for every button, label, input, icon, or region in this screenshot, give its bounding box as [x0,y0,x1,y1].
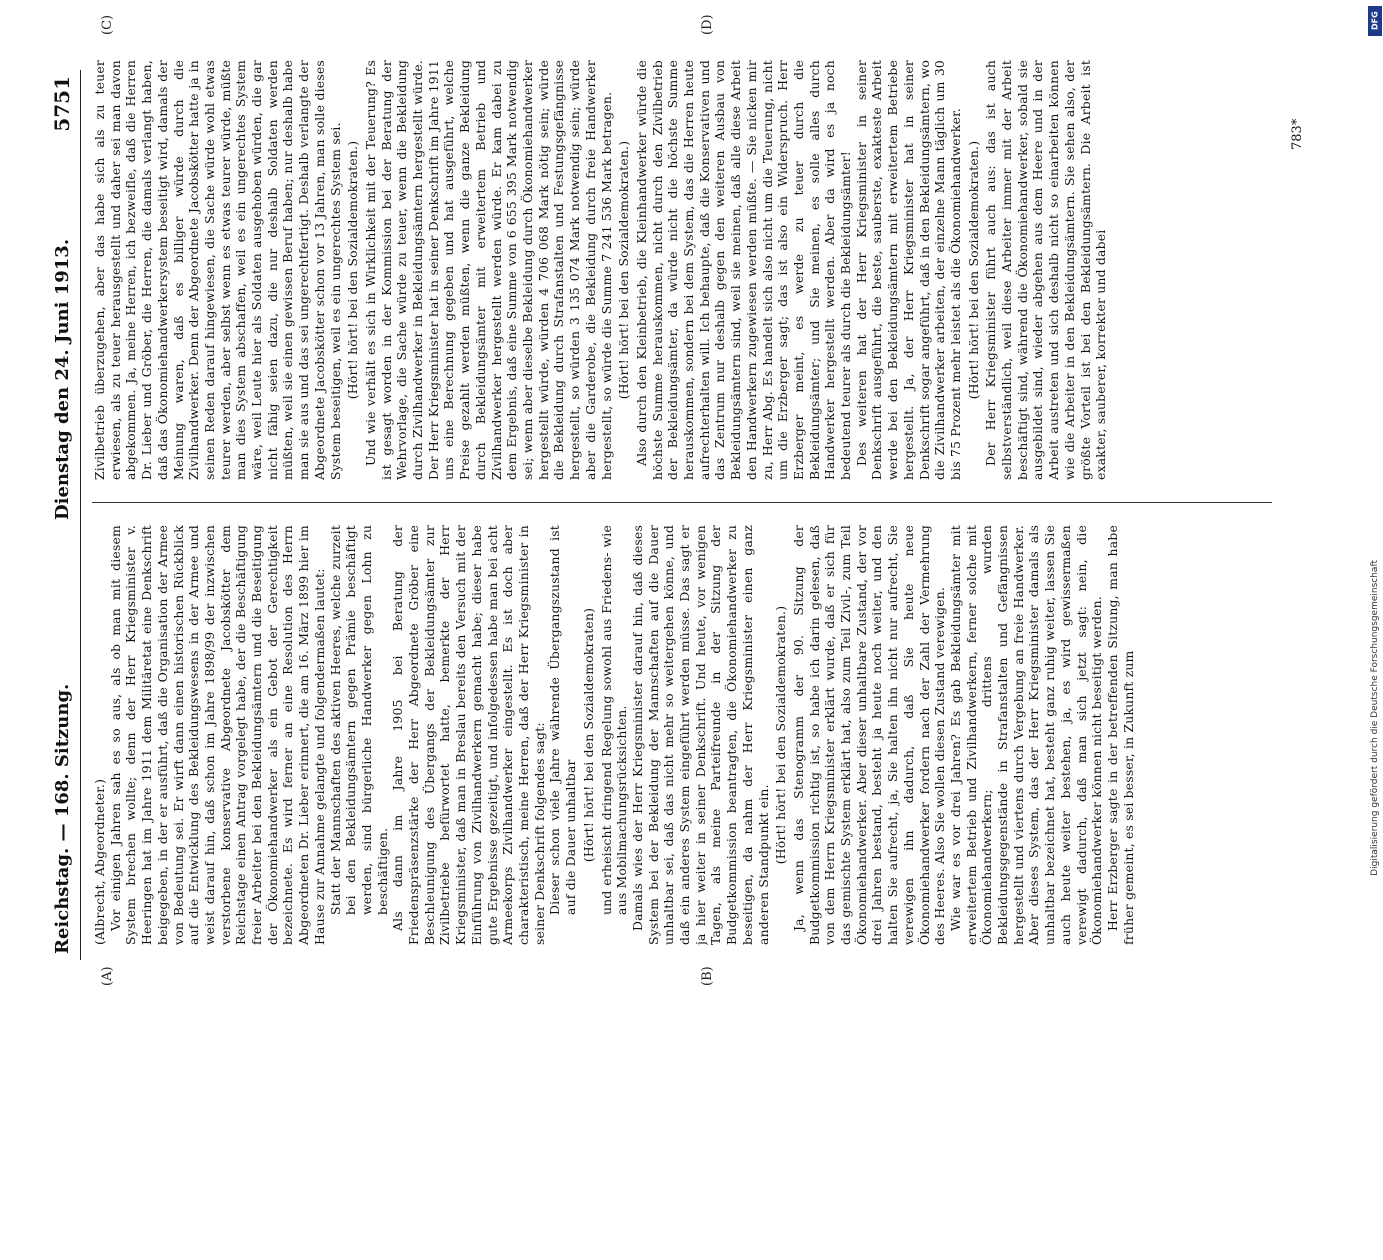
digitization-sidebar [1370,0,1382,1000]
left-column-paragraph: (Hört! hört! bei den Sozialdemokraten.) [773,605,789,865]
right-column-paragraph: (Hört! hört! bei den Sozialdemokraten.) [965,140,981,400]
right-column-paragraph: Des weiteren hat der Herr Kriegsminister in seiner Denkschrift ausgeführt, die beste, sauberste, exakteste Arbeit werde bei den Bekleidungsämtern mit erweitertem Betriebe hergestellt. Ja, der Herr Kriegsminister hat in seiner Denkschrift sogar angeführt, daß in den Bekleidungsämtern, wo die Zivilhandwerker arbeiten, der einzelne Mann täglich um 30 bis 75 Prozent mehr leistet als die Ökonomiehandwerker. [853,60,963,480]
margin-marker-a: (A) [100,966,115,986]
margin-marker-d: (D) [700,14,715,35]
right-column-paragraph: Also durch den Kleinbetrieb, die Kleinhandwerker würde die höchste Summe herauskommen, nicht durch den Zivilbetrieb der Bekleidungsämter, da würde nicht die höchste Summe herauskommen, sondern bei dem System, das die Herren heute aufrechterhalten will. Ich behaupte, daß die Konservativen und das Zentrum nur deshalb gegen den weiteren Ausbau von Bekleidungsämtern sind, weil sie meinen, daß alle diese Arbeit den Handwerkern zugewiesen werden müßte. — Sie nicken mir zu, Herr Abg. Es handelt sich also nicht um die Teuerung, nicht um die Erzberger sagt; das ist also ein Widerspruch. Herr Erzberger meint, es werde zu teuer durch die Bekleidungsämter; und Sie meinen, es solle alles durch Handwerker hergestellt werden. Aber da wird es ja noch bedeutend teurer als durch die Bekleidungsämter! [633,60,854,480]
right-column-paragraph: Der Herr Kriegsminister führt auch aus: das ist auch selbstverständlich, weil diese Arbeiter immer mit der Arbeit beschäftigt sind, während die Ökonomiehandwerker, sobald sie ausgebildet sind, wieder abgehen aus dem Heere und in der Arbeit austreten und sich deshalb nicht so einarbeiten können wie die Arbeiter in den Bekleidungsämtern. Sie sehen also, der größte Vorteil ist bei den Bekleidungsämtern. Die Arbeit ist exakter, sauberer, korrekter und dabei [983,60,1109,480]
left-column-paragraph: (Hört! hört! bei den Sozialdemokraten) [580,607,596,863]
right-column-paragraph: Zivilbetrieb überzugehen, aber das habe sich als zu teuer erwiesen, als zu teuer herausgestellt und daher sei man davon abgekommen. Ja, meine Herren, ich bezweifle, daß die Herren Dr. Lieber und Gröber, die Herren, die damals verlangt haben, daß das Ökonomiehandwerkersystem beseitigt wird, damals der Meinung waren, daß es billiger würde durch die Zivilhandwerker. Denn der Abgeordnete Jacobskötter hatte ja in seinen Reden darauf hingewiesen, die Sache würde wohl etwas teurer werden, aber selbst wenn es etwas teurer würde, müßte man dies System abschaffen, weil es ein ungerechtes System wäre, weil Leute hier als Soldaten ausgehoben würden, die gar nicht fähig seien dazu, die nur deshalb Soldaten werden müßten, weil sie einen gewissen Beruf haben; nur deshalb habe man sie aus und das sei ungerechtfertigt. Deshalb verlangte der Abgeordnete Jacobskötter schon vor 13 Jahren, man solle dieses System beseitigen, weil es ein ungerechtes System sei. [92,60,343,480]
left-column-paragraph: Dieser schon viele Jahre währende Übergangszustand ist auf die Dauer unhaltbar [547,525,579,915]
dfg-logo: DFG [1368,6,1382,36]
left-column-paragraph: (Albrecht, Abgeordneter.) [92,778,107,945]
left-column-paragraph: Als dann im Jahre 1905 bei Beratung der Friedenspräsenzstärke der Herr Abgeordnete Gröber eine Beschleunigung des Übergangs der Bekleidungsämter zur Zivilbetriebe befürwortet hatte, bemerkte der Herr Kriegsminister, daß man in Breslau bereits den Versuch mit der Einführung von Zivilhandwerkern gemacht habe; dieser habe gute Ergebnisse gezeitigt, und infolgedessen habe man bei acht Armeekorps Zivilhandwerker eingestellt. Es ist doch aber charakteristisch, meine Herren, daß der Herr Kriegsminister in seiner Denkschrift folgendes sagt: [390,525,547,945]
right-column [92,60,1272,480]
left-column-paragraph: Statt der Mannschaften des aktiven Heeres, welche zurzeit bei den Bekleidungsämtern gegen Prämie beschäftigt werden, sind bürgerliche Handwerker gegen Lohn zu beschäftigen. [327,525,390,915]
right-column-paragraph: (Hört! hört! bei den Sozialdemokraten.) [616,140,632,400]
digitization-note: Digitalisierung gefördert durch die Deutsche Forschungsgemeinschaft [1370,560,1380,876]
margin-marker-c: (C) [100,14,115,35]
page-signature: 783* [1290,118,1305,150]
page-header: Reichstag. — 168. Sitzung. Dienstag den 24. Juni 1913. 5751 [46,70,81,960]
right-column-paragraph: Und wie verhält es sich in Wirklichkeit mit der Teuerung? Es ist gesagt worden in der Kommission bei der Beratung der Wehrvorlage, die Sache würde zu teuer, wenn die Bekleidung durch Zivilhandwerker in Bekleidungsämtern hergestellt würde. Der Herr Kriegsminister hat in seiner Denkschrift im Jahre 1911 uns eine Berechnung gegeben und hat ausgeführt, welche Preise gezahlt werden müßten, wenn die ganze Bekleidung durch Bekleidungsämter mit erweitertem Betrieb und Zivilhandwerker hergestellt werden würde. Er kam dabei zu dem Ergebnis, daß eine Summe von 6 655 395 Mark notwendig sei; wenn aber dieselbe Bekleidung durch Ökonomiehandwerker hergestellt würde, würden 4 706 068 Mark nötig sein; würde die Bekleidung durch Strafanstalten und Festungsgefängnisse hergestellt, so würden 3 135 074 Mark notwendig sein; würde aber die Garderobe, die Bekleidung durch freie Handwerker hergestellt, so würde die Summe 7 241 536 Mark betragen. [362,60,614,480]
page-number: 5751 [50,76,74,132]
left-column-paragraph: Herr Erzberger sagte in der betreffenden Sitzung, man habe früher gemeint, es sei besser, in Zukunft zum [1105,525,1136,945]
margin-marker-b: (B) [700,966,715,986]
right-column-paragraph: (Hört! hört! bei den Sozialdemokraten.) [345,140,361,400]
left-column-paragraph: Damals wies der Herr Kriegsminister darauf hin, daß dieses System bei der Bekleidung der Mannschaften auf die Dauer unhaltbar sei, daß das nicht mehr so weitergehen könne, und daß ein anderes System eingeführt werden müsse. Das sagt er ja hier weiter in seiner Denkschrift. Und heute, vor wenigen Tagen, als meine Parteifreunde in der Sitzung der Budgetkommission beantragten, die Ökonomiehandwerker zu beseitigen, da nahm der Herr Kriegsminister einen ganz anderen Standpunkt ein. [629,525,771,945]
left-column [92,525,1272,945]
header-left: Reichstag. — 168. Sitzung. [52,683,73,954]
column-divider [92,502,1272,503]
left-column-paragraph: Wie war es vor drei Jahren? Es gab Bekleidungsämter mit erweitertem Betrieb und Zivilhandwerkern, ferner solche mit Ökonomiehandwerkern; drittens wurden Bekleidungsgegenstände in Strafanstalten und Gefängnissen hergestellt und viertens durch Vergebung an freie Handwerker. Aber dieses System, das der Herr Kriegsminister damals als unhaltbar bezeichnet hat, besteht ganz ruhig weiter, lassen Sie auch heute weiter bestehen, ja, es wird gewissermaßen verewigt dadurch, daß man sich jetzt sagt: nein, die Ökonomiehandwerker können nicht beseitigt werden. [947,525,1105,945]
left-column-paragraph: Vor einigen Jahren sah es so aus, als ob man mit diesem System brechen wollte; denn der Herr Kriegsminister v. Heeringen hat im Jahre 1911 dem Militäretat eine Denkschrift beigegeben, in der er ausführt, daß die Organisation der Armee von Bedeutung sei. Er wirft dann einen historischen Rückblick auf die Entwicklung des Bekleidungswesens in der Armee und weist darauf hin, daß schon im Jahre 1898/99 der inzwischen verstorbene konservative Abgeordnete Jacobskötter dem Reichstage einen Antrag vorgelegt habe, der die Beschäftigung freier Arbeiter bei den Bekleidungsämtern und die Beseitigung der Ökonomiehandwerker als ein Gebot der Gerechtigkeit bezeichnete. Es wird ferner an eine Resolution des Herrn Abgeordneten Dr. Lieber erinnert, die am 16. März 1899 hier im Hause zur Annahme gelangte und folgendermaßen lautet: [107,525,327,945]
left-column-paragraph: und erheischt dringend Regelung sowohl aus Friedens- wie aus Mobilmachungsrücksichten. [598,525,630,915]
left-column-paragraph: Ja, wenn das Stenogramm der 90. Sitzung der Budgetkommission richtig ist, so habe ich darin gelesen, daß von dem Herrn Kriegsminister erklärt wurde, daß er sich für das gemischte System erklärt hat, also zum Teil Zivil-, zum Teil Ökonomiehandwerker. Aber dieser unhaltbare Zustand, der vor drei Jahren bestand, besteht ja heute noch weiter, und den halten Sie aufrecht, ja, Sie halten ihn nicht nur aufrecht, Sie verewigen ihn dadurch, daß Sie heute neue Ökonomiehandwerker fordern nach der Zahl der Vermehrung des Heeres. Also Sie wollen diesen Zustand verewigen. [790,525,948,945]
